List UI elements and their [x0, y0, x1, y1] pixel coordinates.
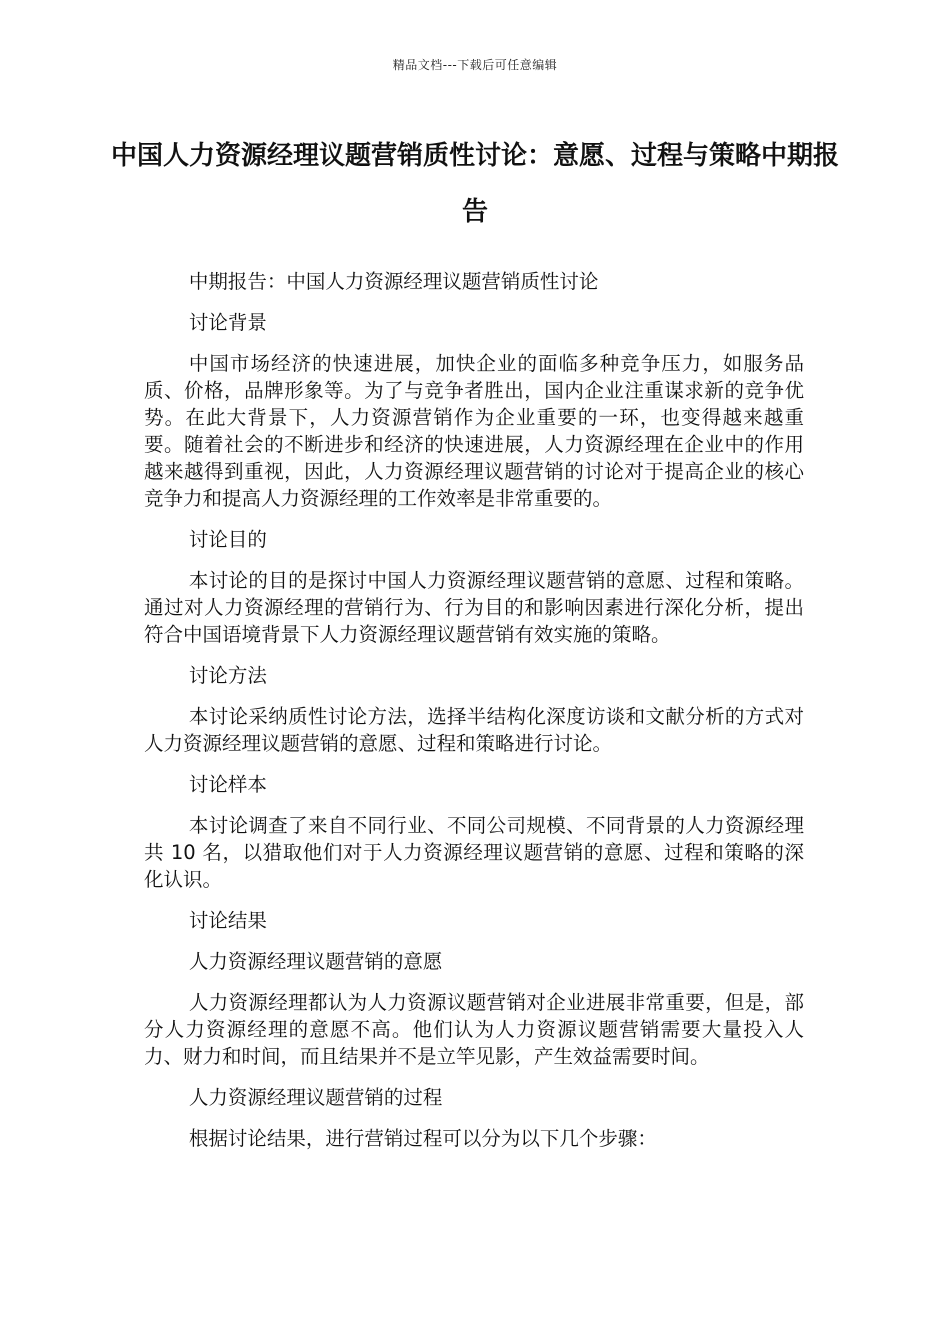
document-body — [144, 268, 804, 1152]
paragraph-purpose: 本讨论的目的是探讨中国人力资源经理议题营销的意愿、过程和策略。通过对人力资源经理的营销行为、行为目的和影响因素进行深化分析，提出符合中国语境背景下人力资源经理议题营销有效实施的策略。 — [144, 569, 804, 646]
document-title: 中国人力资源经理议题营销质性讨论：意愿、过程与策略中期报告 — [110, 141, 839, 227]
section-heading-purpose: 讨论目的 — [188, 528, 267, 551]
section-heading-background: 讨论背景 — [188, 311, 267, 334]
paragraph-background: 中国市场经济的快速进展，加快企业的面临多种竞争压力，如服务品质、价格，品牌形象等。为了与竞争者胜出，国内企业注重谋求新的竞争优势。在此大背景下，人力资源营销作为企业重要的一环，也变得越来越重要。随着社会的不断进步和经济的快速进展，人力资源经理在企业中的作用越来越得到重视，因此，人力资源经理议题营销的讨论对于提高企业的核心竞争力和提高人力资源经理的工作效率是非常重要的。 — [144, 352, 804, 510]
subsection-heading-process: 人力资源经理议题营销的过程 — [188, 1086, 443, 1109]
paragraph-process: 根据讨论结果，进行营销过程可以分为以下几个步骤： — [188, 1127, 657, 1150]
subsection-heading-willingness: 人力资源经理议题营销的意愿 — [188, 950, 443, 973]
paragraph-method: 本讨论采纳质性讨论方法，选择半结构化深度访谈和文献分析的方式对人力资源经理议题营销的意愿、过程和策略进行讨论。 — [144, 705, 804, 755]
section-heading-results: 讨论结果 — [188, 909, 267, 932]
report-subtitle: 中期报告：中国人力资源经理议题营销质性讨论 — [188, 270, 599, 293]
section-heading-method: 讨论方法 — [188, 664, 267, 687]
page-header: 精品文档---下载后可任意编辑 — [392, 58, 558, 72]
section-heading-sample: 讨论样本 — [188, 773, 267, 796]
paragraph-willingness: 人力资源经理都认为人力资源议题营销对企业进展非常重要，但是，部分人力资源经理的意愿不高。他们认为人力资源议题营销需要大量投入人力、财力和时间，而且结果并不是立竿见影，产生效益需要时间。 — [144, 991, 804, 1068]
paragraph-sample: 本讨论调查了来自不同行业、不同公司规模、不同背景的人力资源经理共 10 名，以猎取他们对于人力资源经理议题营销的意愿、过程和策略的深化认识。 — [144, 814, 804, 891]
